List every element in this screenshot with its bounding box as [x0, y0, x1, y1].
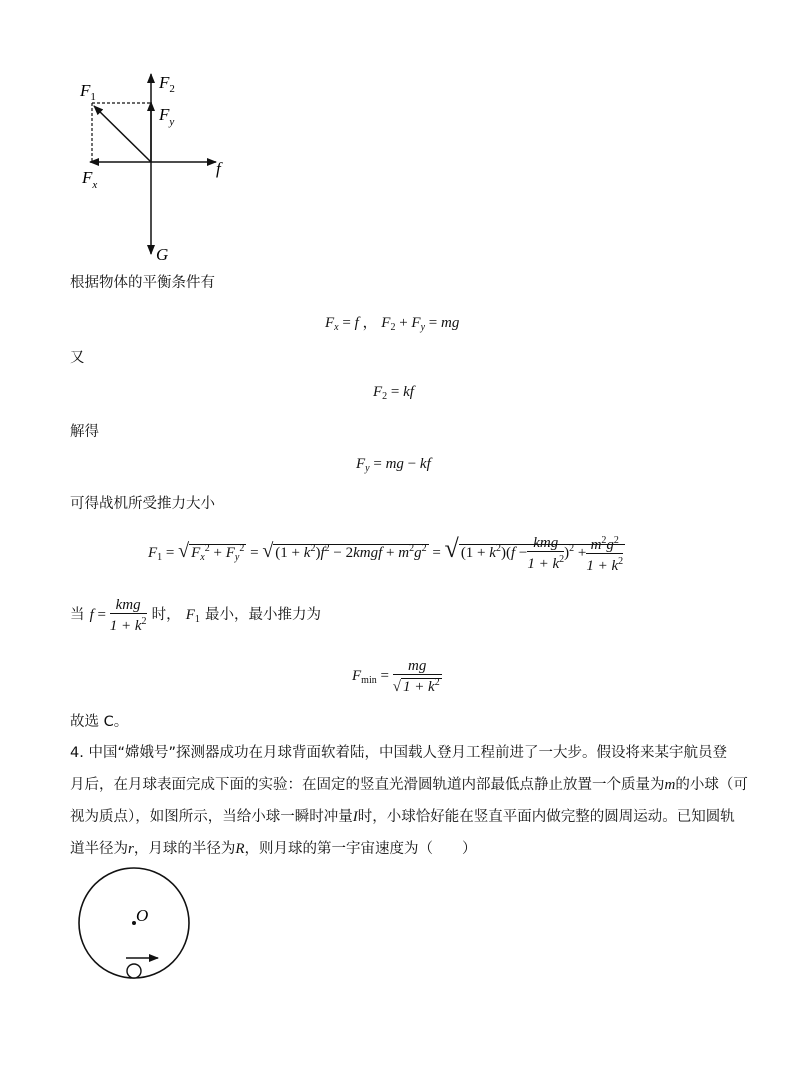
question-line-2: 月后，在月球表面完成下面的实验：在固定的竖直光滑圆轨道内部最低点静止放置一个质量为m的小球（可 — [70, 777, 748, 793]
min-condition: 当 f = $\frac{\text{kmg}}{1 + k^2}$ 时， $F_1$ 最小，最小推力为 — [70, 597, 321, 635]
label-f: f — [216, 159, 221, 178]
thrust-intro: 可得战机所受推力大小 — [70, 496, 215, 512]
question-line-4: 道半径为r，月球的半径为R，则月球的第一宇宙速度为（ ） — [70, 841, 477, 857]
equation-equilibrium: $F_x = f$ ， $F_2 + F_y$ = mg — [325, 315, 460, 333]
equation-thrust: $F_1$ = √ $F_x^2 + F_y^2$ = √ $(1 + k^2)f^2$ − 2kmgf + $m^2g^2$ = √ $(1 + k^2)(f$ − $\frac{\text{kmg}}{1 + k^2}$ )$^2$ + $\frac{m^2g^2}{1 + k^2}$ — [148, 534, 624, 575]
question-4 — [70, 737, 748, 865]
question-line-1: 4. 中国“嫦娥号”探测器成功在月球背面软着陆，中国载人登月工程前进了一大步。假设将来某宇航员登 — [70, 745, 727, 761]
small-ball — [127, 964, 141, 978]
force-diagram — [70, 68, 240, 268]
equilibrium-intro: 根据物体的平衡条件有 — [70, 275, 215, 291]
label-fy: $F_y$ — [159, 105, 175, 128]
equation-f2: $F_2$ = kf — [373, 384, 414, 402]
circle-track-diagram — [74, 866, 198, 986]
question-line-3: 视为质点），如图所示，当给小球一瞬时冲量I时，小球恰好能在竖直平面内做完整的圆周运动。已知圆轨 — [70, 809, 735, 825]
answer-text: 故选 C。 — [70, 714, 129, 730]
force-arrow-f1 — [94, 106, 151, 162]
center-label: O — [136, 906, 149, 925]
text-solve: 解得 — [70, 424, 99, 440]
label-fx: $F_x$ — [82, 168, 98, 191]
text-also: 又 — [70, 350, 85, 366]
label-g: G — [156, 245, 169, 264]
label-f1: $F_1$ — [80, 81, 96, 103]
equation-fy: $F_y$ = mg − kf — [356, 456, 431, 474]
label-f2: $F_2$ — [159, 73, 175, 95]
equation-fmin: $F_{min}$ = $\frac{mg}{√ 1 + k^2}$ — [352, 658, 440, 696]
